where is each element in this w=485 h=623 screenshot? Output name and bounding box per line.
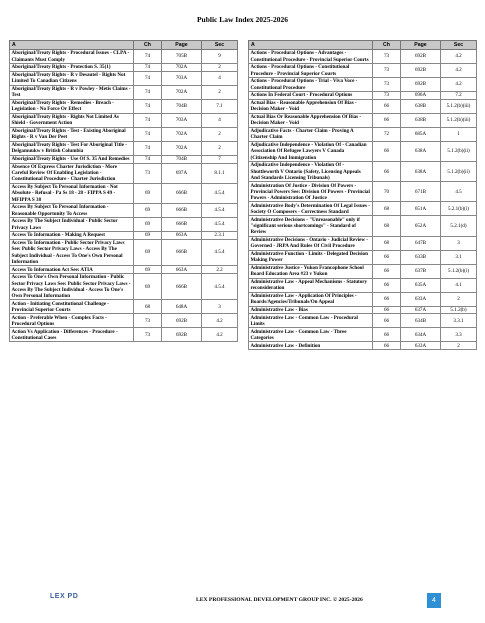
index-topic: Actions - Procedural Options - Advantages - Constitutional Procedure - Provincial Superior Courts bbox=[249, 50, 373, 64]
index-chapter: 74 bbox=[134, 50, 162, 64]
index-row bbox=[249, 127, 477, 141]
index-page: 635A bbox=[401, 278, 441, 292]
table-header-row bbox=[249, 41, 477, 50]
index-section: 5.1.2(b)(ii) bbox=[441, 162, 477, 182]
index-table-right bbox=[248, 40, 477, 350]
index-row bbox=[249, 92, 477, 100]
index-page: 666B bbox=[162, 239, 202, 265]
index-chapter: 74 bbox=[134, 85, 162, 99]
index-page: 666B bbox=[162, 183, 202, 203]
index-chapter: 66 bbox=[373, 292, 401, 306]
index-section: 4.5.4 bbox=[202, 218, 238, 232]
index-page: 638B bbox=[401, 113, 441, 127]
index-row bbox=[249, 162, 477, 182]
header-page: Page bbox=[401, 41, 441, 50]
index-topic: Adjudicative Independence - Violation Of - Shuttleworth V Ontario (Safety, Licensing Appeals And Standards Licensing Tribunals) bbox=[249, 162, 373, 182]
index-row bbox=[10, 163, 238, 183]
index-page: 638A bbox=[401, 141, 441, 161]
index-chapter: 69 bbox=[134, 239, 162, 265]
index-topic: Aboriginal/Treaty Rights - Rights Not Limited As Shield - Government Action bbox=[10, 113, 134, 127]
index-page: 666B bbox=[162, 274, 202, 300]
index-topic: Administration Of Justice - Division Of Powers - Provincial Powers See: Division Of Powers - Provincial Powers - Administration Of Justice bbox=[249, 182, 373, 202]
footer-copyright: LEX PROFESSIONAL DEVELOPMENT GROUP INC. © 2025-2026 bbox=[196, 597, 363, 603]
index-page: 685A bbox=[401, 127, 441, 141]
index-row bbox=[249, 78, 477, 92]
index-page: 637A bbox=[401, 306, 441, 314]
index-topic: Administrative Justice - Yukon Francophone School Board Education Area #23 v Yukon bbox=[249, 264, 373, 278]
index-page: 696A bbox=[401, 92, 441, 100]
index-page: 651A bbox=[401, 202, 441, 216]
index-page: 702A bbox=[162, 141, 202, 155]
index-row bbox=[249, 64, 477, 78]
index-section: 4.5.4 bbox=[202, 204, 238, 218]
index-chapter: 74 bbox=[134, 127, 162, 141]
index-chapter: 74 bbox=[134, 99, 162, 113]
index-page: 633A bbox=[401, 292, 441, 306]
index-row bbox=[249, 328, 477, 342]
index-section: 8.1.1 bbox=[202, 163, 238, 183]
index-topic: Administrative Law - Definition bbox=[249, 342, 373, 350]
index-topic: Actions In Federal Court - Procedural Options bbox=[249, 92, 373, 100]
index-section: 3.1 bbox=[441, 250, 477, 264]
index-row bbox=[10, 85, 238, 99]
index-topic: Administrative Law - Common Law - Procedural Limits bbox=[249, 314, 373, 328]
index-section: 4 bbox=[202, 113, 238, 127]
index-page: 648A bbox=[162, 300, 202, 314]
index-row bbox=[10, 50, 238, 64]
index-page: 663A bbox=[162, 266, 202, 274]
index-section: 4.2 bbox=[202, 328, 238, 342]
index-section: 4.1 bbox=[441, 278, 477, 292]
index-topic: Action Vs Application - Differences - Procedure - Constitutional Cases bbox=[10, 328, 134, 342]
index-section: 4.2 bbox=[441, 78, 477, 92]
header-chapter: Ch bbox=[373, 41, 401, 50]
index-page: 666B bbox=[162, 204, 202, 218]
index-topic: Administrative Law - Application Of Principles - Boards/Agencies/Tribunals/On Appeal bbox=[249, 292, 373, 306]
index-chapter: 66 bbox=[373, 141, 401, 161]
index-row bbox=[249, 113, 477, 127]
index-chapter: 69 bbox=[134, 218, 162, 232]
index-chapter: 69 bbox=[134, 266, 162, 274]
index-section: 1 bbox=[441, 127, 477, 141]
index-section: 4 bbox=[202, 71, 238, 85]
index-topic: Access By The Subject Individual - Public Sector Privacy Laws bbox=[10, 218, 134, 232]
index-chapter: 66 bbox=[373, 99, 401, 113]
index-row bbox=[10, 127, 238, 141]
index-page: 638B bbox=[401, 99, 441, 113]
index-page: 692B bbox=[401, 78, 441, 92]
page-title: Public Law Index 2025-2026 bbox=[196, 15, 289, 24]
index-topic: Administrative Law - Bias bbox=[249, 306, 373, 314]
index-topic: Adjudicative Facts - Charter Claim - Proving A Charter Claim bbox=[249, 127, 373, 141]
index-page: 634A bbox=[401, 328, 441, 342]
index-chapter: 74 bbox=[134, 155, 162, 163]
index-topic: Aboriginal/Treaty Rights - R v Powley - Metis Claims - Test bbox=[10, 85, 134, 99]
index-row bbox=[10, 204, 238, 218]
index-chapter: 73 bbox=[134, 314, 162, 328]
index-chapter: 66 bbox=[373, 162, 401, 182]
index-chapter: 72 bbox=[373, 127, 401, 141]
index-row bbox=[10, 266, 238, 274]
index-chapter: 69 bbox=[134, 204, 162, 218]
index-chapter: 68 bbox=[373, 202, 401, 216]
index-page: 702A bbox=[162, 64, 202, 72]
index-chapter: 69 bbox=[134, 274, 162, 300]
header-section: Sec bbox=[202, 41, 238, 50]
index-page: 666B bbox=[162, 218, 202, 232]
index-topic: Access By Subject To Personal Information - Not Absolute - Refusal - Pa Ss 18 - 28 - FIPPA S 49 - MFIPPA S 38 bbox=[10, 183, 134, 203]
index-row bbox=[249, 250, 477, 264]
index-topic: Actual Bias Or Reasonable Apprehension Of Bias - Decision Maker - Void bbox=[249, 113, 373, 127]
index-section: 7.1 bbox=[202, 99, 238, 113]
header-section: Sec bbox=[441, 41, 477, 50]
index-topic: Administrative Decisions - "Unreasonable" only if "significant serious shortcomings" - Standard of Review bbox=[249, 216, 373, 236]
index-row bbox=[10, 218, 238, 232]
index-topic: Actions - Procedural Options - Constitutional Procedure - Provincial Superior Courts bbox=[249, 64, 373, 78]
index-page: 652A bbox=[401, 216, 441, 236]
index-page: 704B bbox=[162, 155, 202, 163]
index-topic: Aboriginal/Treaty Rights - Test - Existing Aboriginal Rights - R v Van Der Peet bbox=[10, 127, 134, 141]
index-page: 638A bbox=[401, 162, 441, 182]
index-page: 692B bbox=[401, 64, 441, 78]
index-page: 702A bbox=[162, 85, 202, 99]
index-section: 5.1.2(b)(i) bbox=[441, 264, 477, 278]
header-chapter: Ch bbox=[134, 41, 162, 50]
index-row bbox=[249, 99, 477, 113]
index-row bbox=[10, 99, 238, 113]
index-section: 3.3 bbox=[441, 328, 477, 342]
index-row bbox=[249, 216, 477, 236]
index-section: 2.2 bbox=[202, 266, 238, 274]
index-page: 634B bbox=[401, 314, 441, 328]
index-topic: Aboriginal/Treaty Rights - Remedies - Breach - Legislation - No Force Or Effect bbox=[10, 99, 134, 113]
index-topic: Administrative Function - Limits - Delegated Decision Making Power bbox=[249, 250, 373, 264]
index-column-right bbox=[248, 40, 476, 350]
index-chapter: 73 bbox=[373, 64, 401, 78]
index-topic: Aboriginal/Treaty Rights - Protection S. 35(1) bbox=[10, 64, 134, 72]
index-page: 703A bbox=[162, 71, 202, 85]
index-section: 5.1.2(b) bbox=[441, 306, 477, 314]
index-topic: Aboriginal/Treaty Rights - Test For Aboriginal Title - Delgamuukw v British Columbia bbox=[10, 141, 134, 155]
index-topic: Administrative Body's Determination Of Legal Issues - Society O Composers - Correctness Standard bbox=[249, 202, 373, 216]
index-row bbox=[10, 300, 238, 314]
index-section: 2 bbox=[202, 85, 238, 99]
index-chapter: 70 bbox=[373, 182, 401, 202]
index-topic: Aboriginal/Treaty Rights - Use Of S. 35 And Remedies bbox=[10, 155, 134, 163]
index-section: 3 bbox=[202, 300, 238, 314]
index-section: 4.5.4 bbox=[202, 239, 238, 265]
index-page: 633A bbox=[401, 342, 441, 350]
index-chapter: 66 bbox=[373, 113, 401, 127]
index-row bbox=[249, 278, 477, 292]
index-section: 2 bbox=[202, 64, 238, 72]
index-chapter: 73 bbox=[134, 328, 162, 342]
index-topic: Action - Preferable When - Complex Facts - Procedural Options bbox=[10, 314, 134, 328]
index-section: 4.2 bbox=[441, 64, 477, 78]
index-topic: Access By Subject To Personal Information - Reasonable Opportunity To Access bbox=[10, 204, 134, 218]
index-row bbox=[10, 274, 238, 300]
index-section: 5.2.1(d) bbox=[441, 216, 477, 236]
index-chapter: 66 bbox=[373, 328, 401, 342]
index-chapter: 69 bbox=[134, 232, 162, 240]
index-chapter: 66 bbox=[373, 314, 401, 328]
index-page: 647B bbox=[401, 236, 441, 250]
index-section: 2 bbox=[202, 127, 238, 141]
index-row bbox=[249, 342, 477, 350]
index-section: 4.2 bbox=[441, 50, 477, 64]
index-section: 2 bbox=[202, 141, 238, 155]
index-row bbox=[10, 141, 238, 155]
index-row bbox=[10, 239, 238, 265]
index-page: 702A bbox=[162, 127, 202, 141]
index-chapter: 74 bbox=[134, 141, 162, 155]
index-section: 7 bbox=[202, 155, 238, 163]
page-footer bbox=[0, 593, 485, 609]
index-topic: Adjudicative Independence - Violation Of - Canadian Association Of Refugee Lawyers V Canada (Citizenship And Immigration bbox=[249, 141, 373, 161]
index-chapter: 73 bbox=[373, 78, 401, 92]
index-section: 4.2 bbox=[202, 314, 238, 328]
index-section: 2.3.1 bbox=[202, 232, 238, 240]
index-table-left bbox=[9, 40, 238, 342]
index-row bbox=[249, 292, 477, 306]
index-row bbox=[10, 183, 238, 203]
index-row bbox=[249, 236, 477, 250]
index-topic: Action - Initiating Constitutional Challenge - Provincial Superior Courts bbox=[10, 300, 134, 314]
index-column-left bbox=[9, 40, 237, 342]
index-chapter: 74 bbox=[134, 64, 162, 72]
index-topic: Access To One's Own Personal Information - Public Sector Privacy Laws See: Public Sector Privacy Laws - Access By The Subject Individual - Access To One's Own Personal Information bbox=[10, 274, 134, 300]
index-row bbox=[249, 50, 477, 64]
index-topic: Access To Information - Making A Request bbox=[10, 232, 134, 240]
header-topic: A bbox=[249, 41, 373, 50]
index-topic: Administrative Law - Appeal Mechanisms - Statutory reconsideration bbox=[249, 278, 373, 292]
index-section: 4.5.4 bbox=[202, 183, 238, 203]
index-page: 663A bbox=[162, 232, 202, 240]
index-chapter: 68 bbox=[373, 216, 401, 236]
header-page: Page bbox=[162, 41, 202, 50]
index-row bbox=[249, 314, 477, 328]
index-chapter: 66 bbox=[373, 264, 401, 278]
index-section: 5.1.2(b)(iii) bbox=[441, 113, 477, 127]
index-page: 692B bbox=[162, 328, 202, 342]
index-chapter: 74 bbox=[134, 113, 162, 127]
header-topic: A bbox=[10, 41, 134, 50]
index-section: 2 bbox=[441, 342, 477, 350]
index-topic: Access To Information - Public Sector Privacy Laws See: Public Sector Privacy Laws - Access By The Subject Individual - Access To One's Own Personal Information bbox=[10, 239, 134, 265]
index-row bbox=[249, 202, 477, 216]
index-page: 697A bbox=[162, 163, 202, 183]
index-chapter: 66 bbox=[373, 342, 401, 350]
index-page: 705B bbox=[162, 50, 202, 64]
index-topic: Aboriginal/Treaty Rights - Procedural Issues - CLPA - Claimants Must Comply bbox=[10, 50, 134, 64]
index-topic: Actions - Procedural Options - Trial - Viva Voce - Constitutional Procedure bbox=[249, 78, 373, 92]
index-section: 3.3.1 bbox=[441, 314, 477, 328]
index-section: 7.2 bbox=[441, 92, 477, 100]
page-number-badge: 4 bbox=[427, 593, 441, 608]
index-section: 4.5.4 bbox=[202, 274, 238, 300]
index-row bbox=[249, 264, 477, 278]
index-row bbox=[10, 71, 238, 85]
index-page: 637B bbox=[401, 264, 441, 278]
lexpd-logo: LEX PD bbox=[50, 593, 79, 600]
index-chapter: 68 bbox=[134, 300, 162, 314]
index-chapter: 66 bbox=[373, 250, 401, 264]
index-section: 9 bbox=[202, 50, 238, 64]
index-page: 692B bbox=[162, 314, 202, 328]
index-chapter: 73 bbox=[134, 163, 162, 183]
index-row bbox=[10, 328, 238, 342]
index-section: 2 bbox=[441, 292, 477, 306]
index-row bbox=[10, 314, 238, 328]
index-section: 5.1.2(b)(ii) bbox=[441, 141, 477, 161]
index-chapter: 74 bbox=[134, 71, 162, 85]
index-topic: Administrative Decisions - Ontario - Judicial Review - Governed - JRPA And Rules Of Civil Procedure bbox=[249, 236, 373, 250]
index-section: 5.1.2(b)(iii) bbox=[441, 99, 477, 113]
index-chapter: 68 bbox=[373, 236, 401, 250]
index-page: 692B bbox=[401, 50, 441, 64]
index-row bbox=[10, 113, 238, 127]
index-chapter: 66 bbox=[373, 278, 401, 292]
index-row bbox=[249, 306, 477, 314]
index-row bbox=[249, 182, 477, 202]
index-page: 703A bbox=[162, 113, 202, 127]
index-page: 671B bbox=[401, 182, 441, 202]
index-section: 4.5 bbox=[441, 182, 477, 202]
index-topic: Aboriginal/Treaty Rights - R v Desautel - Rights Not Limited To Canadian Citizens bbox=[10, 71, 134, 85]
index-page: 704B bbox=[162, 99, 202, 113]
index-topic: Access To Information Act See: ATIA bbox=[10, 266, 134, 274]
index-topic: Actual Bias - Reasonable Apprehension Of Bias - Decision Maker - Void bbox=[249, 99, 373, 113]
index-page: 633B bbox=[401, 250, 441, 264]
index-topic: Administrative Law - Common Law - Three Categories bbox=[249, 328, 373, 342]
index-section: 3 bbox=[441, 236, 477, 250]
index-row bbox=[249, 141, 477, 161]
index-row bbox=[10, 64, 238, 72]
index-chapter: 69 bbox=[134, 183, 162, 203]
index-chapter: 66 bbox=[373, 306, 401, 314]
index-row bbox=[10, 155, 238, 163]
index-chapter: 73 bbox=[373, 50, 401, 64]
index-section: 5.2.1(b)(i) bbox=[441, 202, 477, 216]
index-chapter: 73 bbox=[373, 92, 401, 100]
index-row bbox=[10, 232, 238, 240]
table-header-row bbox=[10, 41, 238, 50]
index-topic: Absence Of Express Charter Jurisdiction - More Careful Review Of Enabling Legislation - Constitutional Procedure - Charter Jurisdiction bbox=[10, 163, 134, 183]
